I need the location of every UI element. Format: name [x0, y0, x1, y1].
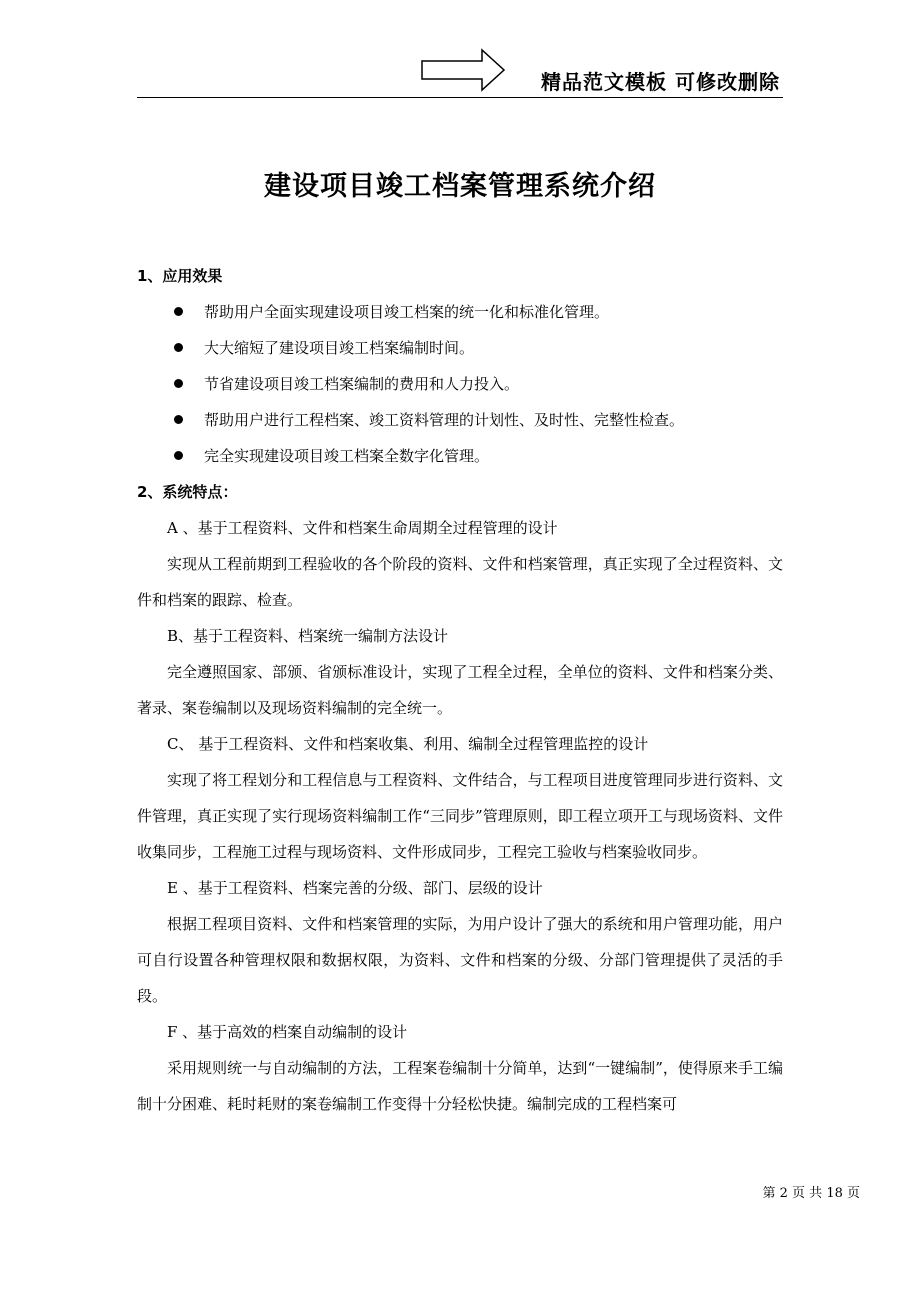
page-number: 第 2 页 共 18 页: [762, 1186, 860, 1201]
list-item: 大大缩短了建设项目竣工档案编制时间。: [137, 330, 783, 366]
feature-text: 根据工程项目资料、文件和档案管理的实际，为用户设计了强大的系统和用户管理功能，用户可自行设置各种管理权限和数据权限，为资料、文件和档案的分级、分部门管理提供了灵活的手段。: [137, 915, 783, 1005]
feature-title: A 、基于工程资料、文件和档案生命周期全过程管理的设计: [167, 519, 558, 537]
list-item: 帮助用户进行工程档案、竣工资料管理的计划性、及时性、完整性检查。: [137, 402, 783, 438]
list-item: 节省建设项目竣工档案编制的费用和人力投入。: [137, 366, 783, 402]
bullet-icon: [174, 415, 183, 424]
feature-text: 完全遵照国家、部颁、省颁标准设计，实现了工程全过程，全单位的资料、文件和档案分类、著录、案卷编制以及现场资料编制的完全统一。: [137, 663, 783, 717]
bullet-icon: [174, 307, 183, 316]
section-heading-2: 2、系统特点：: [137, 483, 238, 501]
feature-title: F 、基于高效的档案自动编制的设计: [167, 1023, 408, 1041]
page-header: [0, 0, 920, 100]
feature-title: C、 基于工程资料、文件和档案收集、利用、编制全过程管理监控的设计: [167, 735, 649, 753]
arrow-right-icon: [420, 48, 506, 92]
feature-text: 实现从工程前期到工程验收的各个阶段的资料、文件和档案管理，真正实现了全过程资料、文件和档案的跟踪、检查。: [137, 555, 783, 609]
section-heading-1: 1、应用效果: [137, 267, 223, 285]
document-title: 建设项目竣工档案管理系统介绍: [264, 171, 656, 202]
list-item: 帮助用户全面实现建设项目竣工档案的统一化和标准化管理。: [137, 294, 783, 330]
feature-text: 采用规则统一与自动编制的方法，工程案卷编制十分简单，达到“一键编制”，使得原来手工编制十分困难、耗时耗财的案卷编制工作变得十分轻松快捷。编制完成的工程档案可: [137, 1059, 783, 1113]
header-tagline: 精品范文模板 可修改删除: [541, 70, 780, 94]
feature-title: B、基于工程资料、档案统一编制方法设计: [167, 627, 449, 645]
header-rule: [137, 97, 783, 98]
document-body: [137, 258, 783, 1122]
bullet-icon: [174, 379, 183, 388]
bullet-icon: [174, 451, 183, 460]
feature-text: 实现了将工程划分和工程信息与工程资料、文件结合，与工程项目进度管理同步进行资料、文件管理，真正实现了实行现场资料编制工作“三同步”管理原则，即工程立项开工与现场资料、文件收集同步，工程施工过程与现场资料、文件形成同步，工程完工验收与档案验收同步。: [137, 771, 783, 861]
feature-title: E 、基于工程资料、档案完善的分级、部门、层级的设计: [167, 879, 543, 897]
list-item: 完全实现建设项目竣工档案全数字化管理。: [137, 438, 783, 474]
benefits-list: [137, 294, 783, 474]
bullet-icon: [174, 343, 183, 352]
